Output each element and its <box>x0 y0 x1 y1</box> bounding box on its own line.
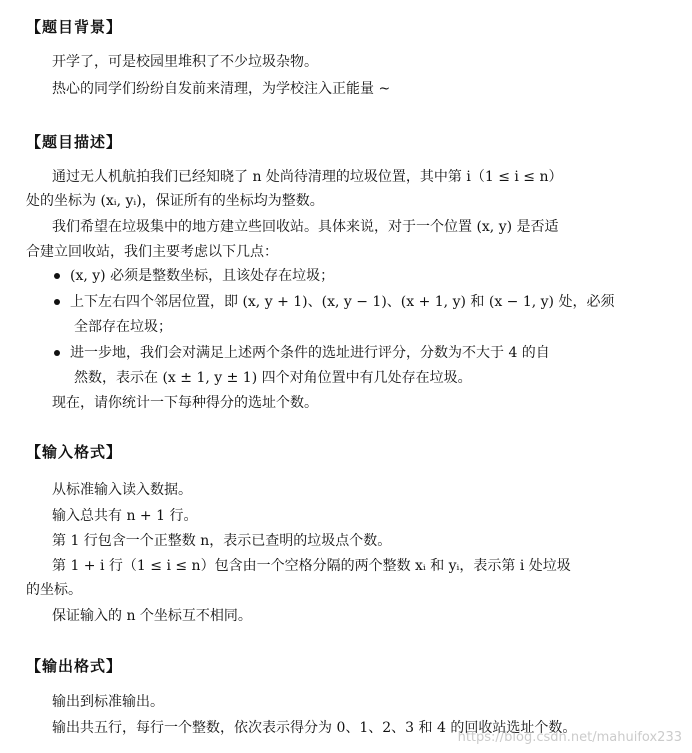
input-line-4-cont: 的坐标。 <box>26 582 82 598</box>
bullet-2-line-1: 上下左右四个邻居位置，即 (x, y + 1)、(x, y − 1)、(x + 1, y) 和 (x − 1, y) 处，必须 <box>70 294 615 310</box>
background-heading: 【题目背景】 <box>26 18 123 36</box>
bullet-3-line-1: 进一步地，我们会对满足上述两个条件的选址进行评分，分数为不大于 4 的自 <box>70 345 550 361</box>
bullet-2-line-2: 全部存在垃圾； <box>74 319 172 335</box>
watermark: https://blog.csdn.net/mahuifox233 <box>457 730 682 745</box>
input-line-3: 第 1 行包含一个正整数 n，表示已查明的垃圾点个数。 <box>52 533 392 549</box>
input-line-4: 第 1 + i 行（1 ≤ i ≤ n）包含由一个空格分隔的两个整数 xᵢ 和 yᵢ，表示第 i 处垃圾 <box>52 558 571 574</box>
bullet-3-line-2: 然数，表示在 (x ± 1, y ± 1) 四个对角位置中有几处存在垃圾。 <box>74 370 472 386</box>
description-p1-line-1: 通过无人机航拍我们已经知晓了 n 处尚待清理的垃圾位置，其中第 i（1 ≤ i ≤ n） <box>52 169 563 185</box>
output-heading: 【输出格式】 <box>26 657 123 675</box>
background-line-1: 开学了，可是校园里堆积了不少垃圾杂物。 <box>52 54 318 70</box>
input-line-2: 输入总共有 n + 1 行。 <box>52 508 198 524</box>
description-p1-line-2: 处的坐标为 (xᵢ, yᵢ)，保证所有的坐标均为整数。 <box>26 193 324 209</box>
input-line-1: 从标准输入读入数据。 <box>52 482 192 498</box>
input-line-5: 保证输入的 n 个坐标互不相同。 <box>52 608 252 624</box>
output-line-1: 输出到标准输出。 <box>52 694 164 710</box>
description-p3: 现在，请你统计一下每种得分的选址个数。 <box>52 395 318 411</box>
output-line-2: 输出共五行，每行一个整数，依次表示得分为 0、1、2、3 和 4 的回收站选址个数。 <box>52 720 577 736</box>
bullet-dot <box>54 273 60 279</box>
bullet-dot <box>54 299 60 305</box>
description-p2-line-2: 合建立回收站，我们主要考虑以下几点： <box>26 244 278 260</box>
input-heading: 【输入格式】 <box>26 443 123 461</box>
bullet-dot <box>54 350 60 356</box>
bullet-1-line-1: (x, y) 必须是整数坐标，且该处存在垃圾； <box>70 268 335 284</box>
description-p2-line-1: 我们希望在垃圾集中的地方建立些回收站。具体来说，对于一个位置 (x, y) 是否适 <box>52 219 559 235</box>
background-line-2: 热心的同学们纷纷自发前来清理，为学校注入正能量 ~ <box>52 81 391 97</box>
description-heading: 【题目描述】 <box>26 133 123 151</box>
